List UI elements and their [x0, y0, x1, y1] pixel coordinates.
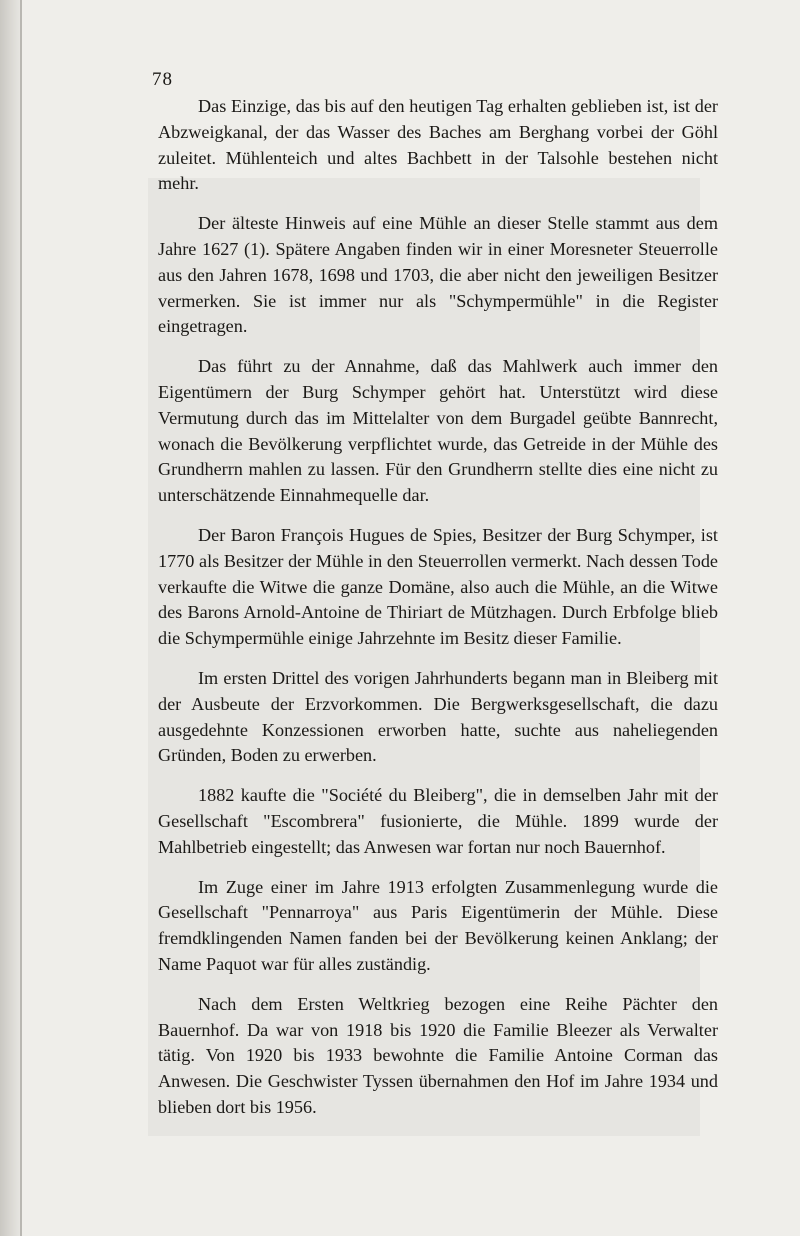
paragraph-2: Der älteste Hinweis auf eine Mühle an dieser Stelle stammt aus dem Jahre 1627 (1). Spätere Angaben finden wir in einer Moresneter Steuerrolle aus den Jahren 1678, 1698 und 1703, die aber nicht den jeweiligen Besitzer vermerken. Sie ist immer nur als "Schympermühle" in die Register eingetragen.: [158, 213, 718, 337]
paragraph-4: Der Baron François Hugues de Spies, Besitzer der Burg Schymper, ist 1770 als Besitzer der Mühle in den Steuerrollen vermerkt. Nach dessen Tode verkaufte die Witwe die ganze Domäne, also auch die Mühle, an die Witwe des Barons Arnold-Antoine de Thiriart de Mützhagen. Durch Erbfolge blieb die Schympermühle einige Jahrzehnte im Besitz dieser Familie.: [158, 524, 718, 649]
paragraph-6: 1882 kaufte die "Société du Bleiberg", die in demselben Jahr mit der Gesellschaft "Escombrera" fusionierte, die Mühle. 1899 wurde der Mahlbetrieb eingestellt; das Anwesen war fortan nur noch Bauernhof.: [158, 785, 718, 857]
paragraph-5: Im ersten Drittel des vorigen Jahrhunderts begann man in Bleiberg mit der Ausbeute der Erzvorkommen. Die Bergwerksgesellschaft, die dazu ausgedehnte Konzessionen erworben hatte, suchte aus naheliegenden Gründen, Boden zu erwerben.: [158, 667, 718, 766]
gutter-line: [20, 0, 22, 1236]
paragraph-3: Das führt zu der Annahme, daß das Mahlwerk auch immer den Eigentümern der Burg Schymper gehört hat. Unterstützt wird diese Vermutung durch das im Mittelalter von dem Burgadel geübte Bannrecht, wonach die Bevölkerung verpflichtet wurde, das Getreide in der Mühle des Grundherrn mahlen zu lassen. Für den Grundherrn stellte dies eine nicht zu unterschätzende Einnahmequelle dar.: [158, 356, 718, 506]
page-number: 78: [152, 69, 173, 90]
book-spine-shadow: [0, 0, 22, 1236]
paragraph-7: Im Zuge einer im Jahre 1913 erfolgten Zusammenlegung wurde die Gesellschaft "Pennarroya" aus Paris Eigentümerin der Mühle. Diese fremdklingenden Namen fanden bei der Bevölkerung keinen Anklang; der Name Paquot war für alles zuständig.: [158, 876, 718, 974]
paragraph-1: Das Einzige, das bis auf den heutigen Tag erhalten geblieben ist, ist der Abzweigkanal, der das Wasser des Baches am Berghang vorbei der Göhl zuleitet. Mühlenteich und altes Bachbett in der Talsohle bestehen nicht mehr.: [158, 96, 718, 194]
text-body: [158, 94, 718, 1121]
paragraph-8: Nach dem Ersten Weltkrieg bezogen eine Reihe Pächter den Bauernhof. Da war von 1918 bis 1920 die Familie Bleezer als Verwalter tätig. Von 1920 bis 1933 bewohnte die Familie Antoine Corman das Anwesen. Die Geschwister Tyssen übernahmen den Hof im Jahre 1934 und blieben dort bis 1956.: [158, 993, 718, 1117]
